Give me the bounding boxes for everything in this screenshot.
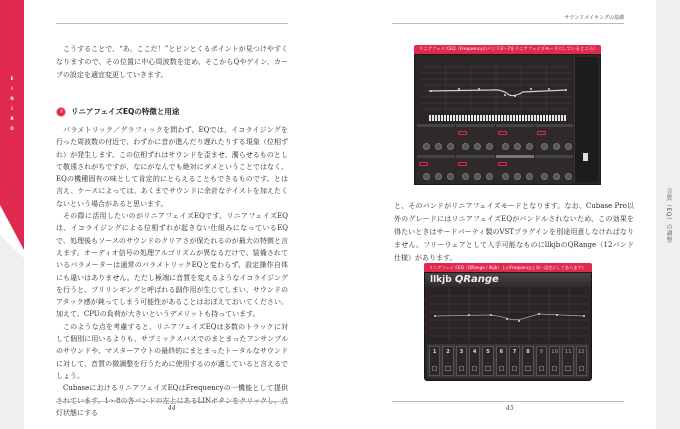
paragraph: CubaseにおけるリニアフェイズEQはFrequencyの一機能として提供 灯状態にする — [56, 384, 288, 417]
band-number: 6 — [499, 349, 504, 355]
page-number: 44 — [168, 405, 176, 412]
tab-letter: E — [10, 76, 14, 81]
band-slot — [562, 346, 573, 376]
paragraph: このような点を考慮すると、リニアフェイズEQは多数のトラックに対して個別に用いるよりも、サブミックスバスでのまとまったアンサンブルのサウンドや、マスターアウトの最終的にまとまったトータルなサウンドに対して、音質の微調整を行うために使用するのが適していると言えるでしょう。 — [56, 322, 288, 380]
tab-letter: I — [11, 106, 13, 111]
lin-button — [458, 131, 467, 135]
piano-keyboard — [429, 115, 567, 121]
logo-product: QRange — [454, 274, 499, 285]
header-rule — [56, 23, 288, 24]
lin-button — [419, 162, 428, 166]
band-number: 3 — [459, 349, 464, 355]
band-slot — [442, 346, 453, 376]
eq-curve-graph — [429, 288, 589, 341]
tab-letter: I — [11, 86, 13, 91]
band-panel — [496, 124, 534, 154]
footer-rule — [392, 401, 624, 402]
intro-text — [56, 43, 288, 82]
eq-curve — [429, 90, 566, 96]
output-section — [574, 57, 598, 182]
band-number: 1 — [432, 349, 437, 355]
band-number: 7 — [512, 349, 517, 355]
band-number: 10 — [551, 349, 559, 355]
logo-brand: llkjb — [430, 275, 452, 285]
band-slot — [469, 346, 480, 376]
band-panel — [417, 124, 455, 154]
band-panel — [496, 155, 534, 185]
band-slot — [576, 346, 587, 376]
body-text: と、そのバンドがリニアフェイズモードとなります。なお、Cubase Pro以外のグレードにはリニアフェイズEQがバンドルされないため、この効果を得たいときはサードパーティ製のVSTプラグインを別途用意しなければなりません。フリーウェアとして入手可能なものにllkjbのQRange（12バンド仕様）があります。 — [394, 202, 634, 262]
band-panels — [417, 124, 573, 184]
lin-button — [498, 162, 507, 166]
band-number: 4 — [472, 349, 477, 355]
plugin-logo — [430, 274, 499, 285]
band-slot — [429, 346, 440, 376]
chapter-tab-letters — [10, 76, 13, 131]
frequency-eq-screenshot — [414, 54, 601, 185]
band-number: 11 — [564, 349, 572, 355]
body-text — [56, 124, 288, 419]
footer-rule — [56, 401, 288, 402]
band-number: 9 — [539, 349, 544, 355]
band-number: 2 — [446, 349, 450, 355]
plugin-header — [425, 273, 591, 287]
tab-letter: O — [10, 126, 14, 131]
header-rule — [392, 23, 624, 24]
section-heading — [56, 106, 179, 117]
band-slot — [522, 346, 533, 376]
band-number: 5 — [486, 349, 490, 355]
lin-button — [498, 131, 507, 135]
side-tab-label: 音質（EQ）の調整 — [665, 188, 672, 244]
band-panel — [417, 155, 455, 185]
band-slot — [482, 346, 493, 376]
band-slot — [549, 346, 560, 376]
band-slot — [496, 346, 507, 376]
running-head: サウンドメイキングの基礎 — [564, 15, 624, 21]
qrange-screenshot — [424, 272, 592, 381]
figure-caption: リニアフェイズEQ（QRange / llkjb）上のFrequencyと同一設定にしてあります） — [424, 263, 592, 272]
band-slot — [509, 346, 520, 376]
eq-curve-graph — [421, 62, 571, 115]
tab-letter: R — [10, 116, 14, 121]
band-number: 8 — [526, 349, 530, 355]
tab-letter: N — [10, 96, 14, 101]
band-slot — [536, 346, 547, 376]
band-strip — [427, 344, 589, 378]
band-panel — [456, 124, 494, 154]
band-panel — [535, 124, 573, 154]
eq-curve — [435, 314, 584, 320]
paragraph: パラメトリック／グラフィックを問わず、EQでは、イコライジングを行った周波数の付近で、わずかに音が進んだり遅れたりする現象（位相ずれ）が発生します。この位相ずれはサウンドを歪ませ、濁らせるものとして敬遠されがちですが、なにがなんでも絶対にダメということではなく、EQの機種固有の味として肯定的にとらえることもできるものです。とは言え、ケースによっては、あくまでサウンドに余計なテイストを加えたくないという場合があると思います。 — [56, 126, 288, 208]
heading-bullet-icon — [56, 107, 66, 117]
band-panel — [456, 155, 494, 185]
output-fader — [583, 153, 588, 161]
page-number: 45 — [506, 405, 514, 412]
lin-button — [458, 162, 467, 166]
figure-caption: リニアフェイズEQ（Frequencyのバンド2〜7をリニアフェイズモードにしているところ） — [414, 45, 601, 54]
band-number: 12 — [577, 349, 585, 355]
section-heading-text: リニアフェイズEQの特徴と用途 — [71, 107, 180, 116]
lin-button — [537, 131, 546, 135]
band-slot — [456, 346, 467, 376]
band-panel — [535, 155, 573, 185]
paragraph: その際に活用したいのがリニアフェイズEQです。リニアフェイズEQは、イコライジングによる位相ずれが起きない仕組みになっているEQで、処理後もソースのサウンドのクリアさが保たれるのが最大の特徴と言えます。オーディオ信号の処理アルゴリズムが異なるだけで、装備されているパラメーターは通常のパラメトリックEQと変わらず、設定操作自体にも違いはありません。ただし極端に音質を変えるようなイコライジングを行うと、プリリンギングと呼ばれる副作用が生じてしまい、サウンドのアタック感が鈍ってしまう可能性があることはおぼえておいてください。加えて、CPUの負荷が大きいというデメリットも持っています。 — [56, 212, 288, 319]
intro-paragraph: こうすることで、“あ、ここだ！”とピンとくるポイントが見つけやすくなりますので、その位置に中心周波数を定め、そこからQやゲイン、カーブの設定を適宜変更していきます。 — [56, 45, 288, 79]
